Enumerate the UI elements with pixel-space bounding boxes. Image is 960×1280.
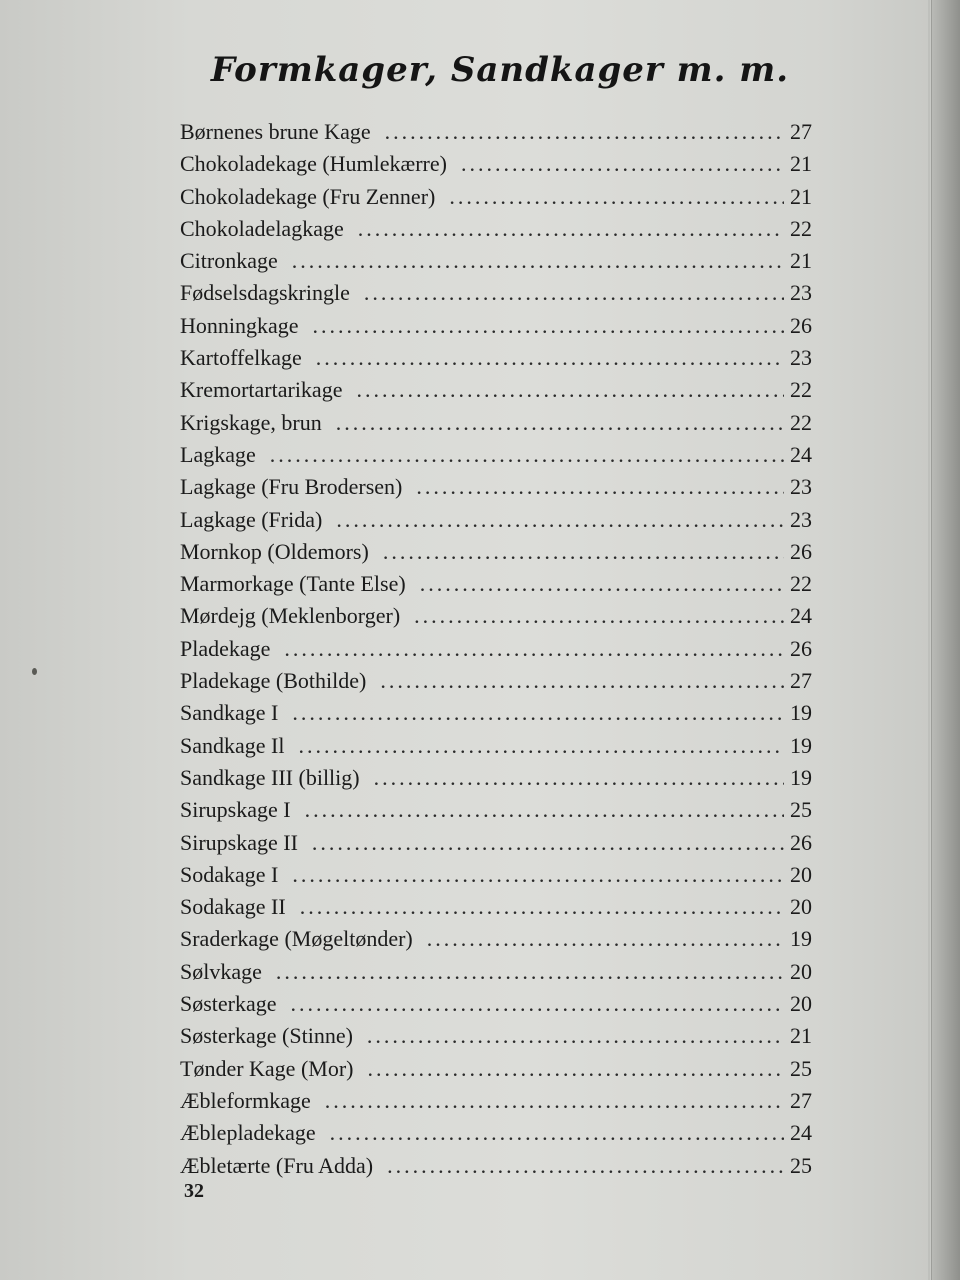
toc-entry-page: 19 — [790, 764, 812, 790]
toc-entry-label: Sraderkage (Møgeltønder) — [180, 926, 413, 952]
dot-leader — [420, 568, 784, 600]
dot-leader — [380, 665, 784, 697]
dot-leader — [385, 116, 784, 148]
dot-leader — [300, 891, 784, 923]
dot-leader — [336, 407, 784, 439]
toc-entry-page: 20 — [790, 861, 812, 887]
dot-leader — [374, 762, 784, 794]
toc-entry-label: Sandkage I — [180, 700, 279, 726]
toc-entry-page: 22 — [790, 409, 812, 435]
toc-entry-page: 26 — [790, 635, 812, 661]
toc-entry-label: Fødselsdagskringle — [180, 280, 350, 306]
dot-leader — [356, 374, 784, 406]
toc-entry-page: 26 — [790, 538, 812, 564]
toc-entry — [180, 1085, 812, 1117]
paper-speck — [32, 668, 37, 675]
dot-leader — [305, 794, 784, 826]
toc-entry-label: Lagkage (Fru Brodersen) — [180, 474, 403, 500]
dot-leader — [312, 827, 784, 859]
toc-entry-page: 19 — [790, 732, 812, 758]
toc-entry-label: Søsterkage — [180, 991, 277, 1017]
toc-entry-page: 21 — [790, 1023, 812, 1049]
toc-entry-page: 22 — [790, 377, 812, 403]
dot-leader — [313, 310, 784, 342]
dot-leader — [367, 1020, 784, 1052]
dot-leader — [336, 504, 784, 536]
toc-entry-label: Marmorkage (Tante Else) — [180, 571, 406, 597]
toc-entry-label: Lagkage (Frida) — [180, 506, 323, 532]
toc-entry — [180, 859, 812, 891]
toc-entry-label: Tønder Kage (Mor) — [180, 1055, 354, 1081]
toc-entry-page: 26 — [790, 829, 812, 855]
toc-entry — [180, 504, 812, 536]
toc-entry-label: Søsterkage (Stinne) — [180, 1023, 353, 1049]
toc-entry-label: Sodakage I — [180, 861, 279, 887]
toc-entry-label: Citronkage — [180, 248, 278, 274]
toc-entry-page: 21 — [790, 151, 812, 177]
toc-entry-page: 27 — [790, 1087, 812, 1113]
toc-entry-label: Æblepladekage — [180, 1120, 316, 1146]
table-of-contents — [180, 116, 812, 1182]
toc-entry-label: Chokoladelagkage — [180, 215, 344, 241]
toc-entry-label: Æbletærte (Fru Adda) — [180, 1152, 374, 1178]
toc-entry — [180, 827, 812, 859]
toc-entry-label: Krigskage, brun — [180, 409, 322, 435]
toc-entry-label: Kartoffelkage — [180, 345, 302, 371]
dot-leader — [291, 988, 784, 1020]
toc-entry — [180, 439, 812, 471]
toc-entry — [180, 407, 812, 439]
dot-leader — [387, 1150, 784, 1182]
toc-entry — [180, 730, 812, 762]
dot-leader — [427, 923, 784, 955]
dot-leader — [316, 342, 784, 374]
toc-entry-label: Sandkage III (billig) — [180, 764, 360, 790]
dot-leader — [270, 439, 784, 471]
toc-entry — [180, 374, 812, 406]
dot-leader — [358, 213, 784, 245]
dot-leader — [325, 1085, 784, 1117]
toc-entry — [180, 1150, 812, 1182]
dot-leader — [449, 181, 784, 213]
toc-entry-label: Chokoladekage (Humlekærre) — [180, 151, 447, 177]
page-edge-line — [928, 0, 930, 1280]
toc-entry-page: 27 — [790, 668, 812, 694]
dot-leader — [364, 277, 784, 309]
toc-entry — [180, 536, 812, 568]
toc-entry-label: Pladekage — [180, 635, 271, 661]
toc-entry-page: 20 — [790, 958, 812, 984]
toc-entry — [180, 1117, 812, 1149]
toc-entry — [180, 116, 812, 148]
toc-entry-label: Sølvkage — [180, 958, 262, 984]
toc-entry — [180, 1020, 812, 1052]
dot-leader — [330, 1117, 784, 1149]
dot-leader — [416, 471, 784, 503]
toc-entry-label: Mornkop (Oldemors) — [180, 538, 369, 564]
toc-entry — [180, 697, 812, 729]
toc-entry — [180, 762, 812, 794]
toc-entry — [180, 277, 812, 309]
toc-entry-label: Æbleformkage — [180, 1087, 311, 1113]
next-page-edge — [931, 0, 960, 1280]
toc-entry-page: 24 — [790, 1120, 812, 1146]
toc-entry-page: 23 — [790, 506, 812, 532]
toc-entry — [180, 471, 812, 503]
toc-entry-page: 19 — [790, 926, 812, 952]
toc-entry-label: Sandkage Il — [180, 732, 285, 758]
toc-entry-page: 22 — [790, 215, 812, 241]
toc-entry-label: Børnenes brune Kage — [180, 119, 371, 144]
toc-entry-page: 22 — [790, 571, 812, 597]
toc-entry-label: Sodakage II — [180, 894, 286, 920]
toc-entry — [180, 665, 812, 697]
dot-leader — [276, 956, 784, 988]
toc-entry — [180, 181, 812, 213]
toc-entry-label: Honningkage — [180, 312, 299, 338]
toc-entry — [180, 1053, 812, 1085]
dot-leader — [368, 1053, 785, 1085]
toc-entry — [180, 342, 812, 374]
dot-leader — [292, 697, 784, 729]
toc-entry-page: 21 — [790, 183, 812, 209]
toc-entry — [180, 213, 812, 245]
dot-leader — [292, 245, 784, 277]
toc-entry-page: 25 — [790, 1152, 812, 1178]
dot-leader — [461, 148, 784, 180]
toc-entry-page: 20 — [790, 991, 812, 1017]
toc-entry-label: Mørdejg (Meklenborger) — [180, 603, 401, 629]
dot-leader — [298, 730, 784, 762]
toc-entry — [180, 988, 812, 1020]
toc-entry — [180, 794, 812, 826]
toc-entry — [180, 568, 812, 600]
toc-entry-page: 24 — [790, 603, 812, 629]
toc-entry — [180, 956, 812, 988]
toc-entry-label: Sirupskage I — [180, 797, 291, 823]
toc-entry-page: 21 — [790, 248, 812, 274]
toc-entry-page: 24 — [790, 441, 812, 467]
toc-entry-label: Sirupskage II — [180, 829, 298, 855]
page-number: 32 — [184, 1180, 204, 1202]
toc-entry — [180, 148, 812, 180]
toc-entry-label: Pladekage (Bothilde) — [180, 668, 367, 694]
toc-entry-page: 23 — [790, 280, 812, 306]
dot-leader — [292, 859, 784, 891]
toc-entry-page: 25 — [790, 1055, 812, 1081]
dot-leader — [284, 633, 784, 665]
toc-entry-page: 26 — [790, 312, 812, 338]
page-title: Formkager, Sandkager m. m. — [210, 50, 790, 90]
toc-entry-label: Chokoladekage (Fru Zenner) — [180, 183, 436, 209]
toc-entry-page: 20 — [790, 894, 812, 920]
toc-entry-page: 23 — [790, 474, 812, 500]
toc-entry-page: 23 — [790, 345, 812, 371]
toc-entry-page: 25 — [790, 797, 812, 823]
dot-leader — [414, 600, 784, 632]
toc-entry-page: 27 — [790, 119, 812, 144]
toc-entry — [180, 310, 812, 342]
toc-entry-label: Lagkage — [180, 441, 256, 467]
toc-entry — [180, 600, 812, 632]
toc-entry-page: 19 — [790, 700, 812, 726]
dot-leader — [383, 536, 784, 568]
toc-entry — [180, 923, 812, 955]
toc-entry — [180, 891, 812, 923]
toc-entry — [180, 633, 812, 665]
toc-entry-label: Kremortartarikage — [180, 377, 343, 403]
toc-entry — [180, 245, 812, 277]
